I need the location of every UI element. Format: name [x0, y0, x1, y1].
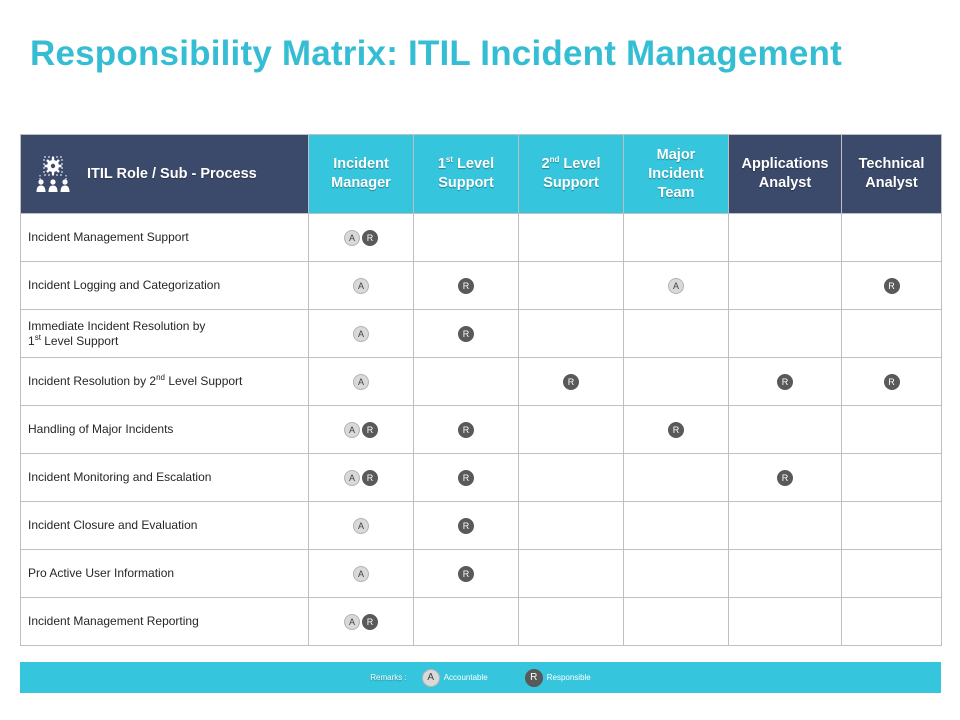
header-major-incident-team: Major Incident Team — [624, 135, 729, 214]
cell-2nd-level-support — [519, 214, 624, 262]
responsible-badge: R — [458, 326, 474, 342]
cell-applications-analyst — [729, 406, 842, 454]
responsible-badge: R — [362, 614, 378, 630]
accountable-badge: A — [353, 326, 369, 342]
legend-responsible-text: Responsible — [546, 673, 591, 682]
responsible-badge: R — [362, 422, 378, 438]
responsible-badge: R — [668, 422, 684, 438]
row-label: Incident Management Support — [21, 214, 309, 262]
row-label: Incident Closure and Evaluation — [21, 502, 309, 550]
cell-1st-level-support — [414, 454, 519, 502]
cell-2nd-level-support — [519, 406, 624, 454]
cell-incident-manager — [309, 310, 414, 358]
header-row — [21, 135, 942, 214]
cell-applications-analyst — [729, 502, 842, 550]
cell-1st-level-support — [414, 502, 519, 550]
cell-1st-level-support — [414, 406, 519, 454]
cell-major-incident-team — [624, 406, 729, 454]
cell-incident-manager — [309, 214, 414, 262]
accountable-badge: A — [344, 614, 360, 630]
row-label: Pro Active User Information — [21, 550, 309, 598]
cell-applications-analyst — [729, 262, 842, 310]
cell-incident-manager — [309, 262, 414, 310]
cell-technical-analyst — [842, 406, 942, 454]
row-label: Incident Management Reporting — [21, 598, 309, 646]
cell-incident-manager — [309, 406, 414, 454]
responsible-badge: R — [458, 518, 474, 534]
accountable-badge: A — [344, 230, 360, 246]
table-row — [21, 502, 942, 550]
header-2nd-level-support: 2nd Level Support — [519, 135, 624, 214]
row-label: Handling of Major Incidents — [21, 406, 309, 454]
table-row — [21, 214, 942, 262]
cell-technical-analyst — [842, 598, 942, 646]
cell-technical-analyst — [842, 502, 942, 550]
cell-1st-level-support — [414, 262, 519, 310]
header-technical-analyst: Technical Analyst — [842, 135, 942, 214]
cell-major-incident-team — [624, 358, 729, 406]
cell-major-incident-team — [624, 598, 729, 646]
cell-2nd-level-support — [519, 358, 624, 406]
people-gear-icon — [35, 154, 71, 194]
responsible-badge: R — [362, 230, 378, 246]
legend-accountable-text: Accountable — [443, 673, 488, 682]
cell-2nd-level-support — [519, 310, 624, 358]
remarks-label: Remarks : — [370, 673, 407, 682]
responsible-badge: R — [458, 566, 474, 582]
cell-incident-manager — [309, 550, 414, 598]
table-row — [21, 358, 942, 406]
header-applications-analyst: Applications Analyst — [729, 135, 842, 214]
header-1st-level-support: 1st Level Support — [414, 135, 519, 214]
accountable-badge: A — [344, 422, 360, 438]
cell-incident-manager — [309, 598, 414, 646]
table-row — [21, 598, 942, 646]
cell-major-incident-team — [624, 454, 729, 502]
row-label: Incident Logging and Categorization — [21, 262, 309, 310]
header-incident-manager: Incident Manager — [309, 135, 414, 214]
cell-applications-analyst — [729, 598, 842, 646]
responsible-badge: R — [777, 374, 793, 390]
remarks-legend — [20, 662, 941, 693]
cell-2nd-level-support — [519, 262, 624, 310]
cell-applications-analyst — [729, 310, 842, 358]
cell-1st-level-support — [414, 358, 519, 406]
responsibility-matrix-table — [20, 134, 942, 646]
cell-major-incident-team — [624, 214, 729, 262]
table-row — [21, 262, 942, 310]
cell-technical-analyst — [842, 358, 942, 406]
accountable-badge: A — [353, 278, 369, 294]
responsible-badge: R — [362, 470, 378, 486]
cell-incident-manager — [309, 454, 414, 502]
cell-technical-analyst — [842, 214, 942, 262]
responsible-badge: R — [458, 470, 474, 486]
responsible-badge: R — [563, 374, 579, 390]
table-row — [21, 550, 942, 598]
accountable-badge: A — [353, 566, 369, 582]
row-label: Incident Resolution by 2nd Level Support — [21, 358, 309, 406]
responsible-badge: R — [884, 374, 900, 390]
cell-2nd-level-support — [519, 454, 624, 502]
cell-applications-analyst — [729, 358, 842, 406]
cell-major-incident-team — [624, 262, 729, 310]
responsible-badge: R — [458, 422, 474, 438]
cell-incident-manager — [309, 358, 414, 406]
cell-technical-analyst — [842, 262, 942, 310]
row-label: Immediate Incident Resolution by 1st Level Support — [21, 310, 309, 358]
accountable-badge: A — [344, 470, 360, 486]
responsible-badge: R — [458, 278, 474, 294]
table-row — [21, 406, 942, 454]
row-label: Incident Monitoring and Escalation — [21, 454, 309, 502]
legend-accountable-badge: A — [422, 669, 440, 687]
header-role-subprocess — [21, 135, 309, 214]
cell-major-incident-team — [624, 550, 729, 598]
table-row — [21, 454, 942, 502]
responsible-badge: R — [884, 278, 900, 294]
cell-2nd-level-support — [519, 550, 624, 598]
page-title: Responsibility Matrix: ITIL Incident Management — [30, 34, 842, 73]
responsible-badge: R — [777, 470, 793, 486]
cell-2nd-level-support — [519, 598, 624, 646]
table-row — [21, 310, 942, 358]
cell-technical-analyst — [842, 454, 942, 502]
cell-applications-analyst — [729, 454, 842, 502]
cell-1st-level-support — [414, 598, 519, 646]
header-role-label: ITIL Role / Sub - Process — [87, 165, 257, 182]
cell-major-incident-team — [624, 310, 729, 358]
cell-technical-analyst — [842, 310, 942, 358]
cell-1st-level-support — [414, 310, 519, 358]
cell-2nd-level-support — [519, 502, 624, 550]
accountable-badge: A — [668, 278, 684, 294]
cell-major-incident-team — [624, 502, 729, 550]
accountable-badge: A — [353, 374, 369, 390]
accountable-badge: A — [353, 518, 369, 534]
cell-incident-manager — [309, 502, 414, 550]
legend-responsible-badge: R — [525, 669, 543, 687]
cell-1st-level-support — [414, 550, 519, 598]
cell-applications-analyst — [729, 214, 842, 262]
cell-1st-level-support — [414, 214, 519, 262]
cell-technical-analyst — [842, 550, 942, 598]
cell-applications-analyst — [729, 550, 842, 598]
